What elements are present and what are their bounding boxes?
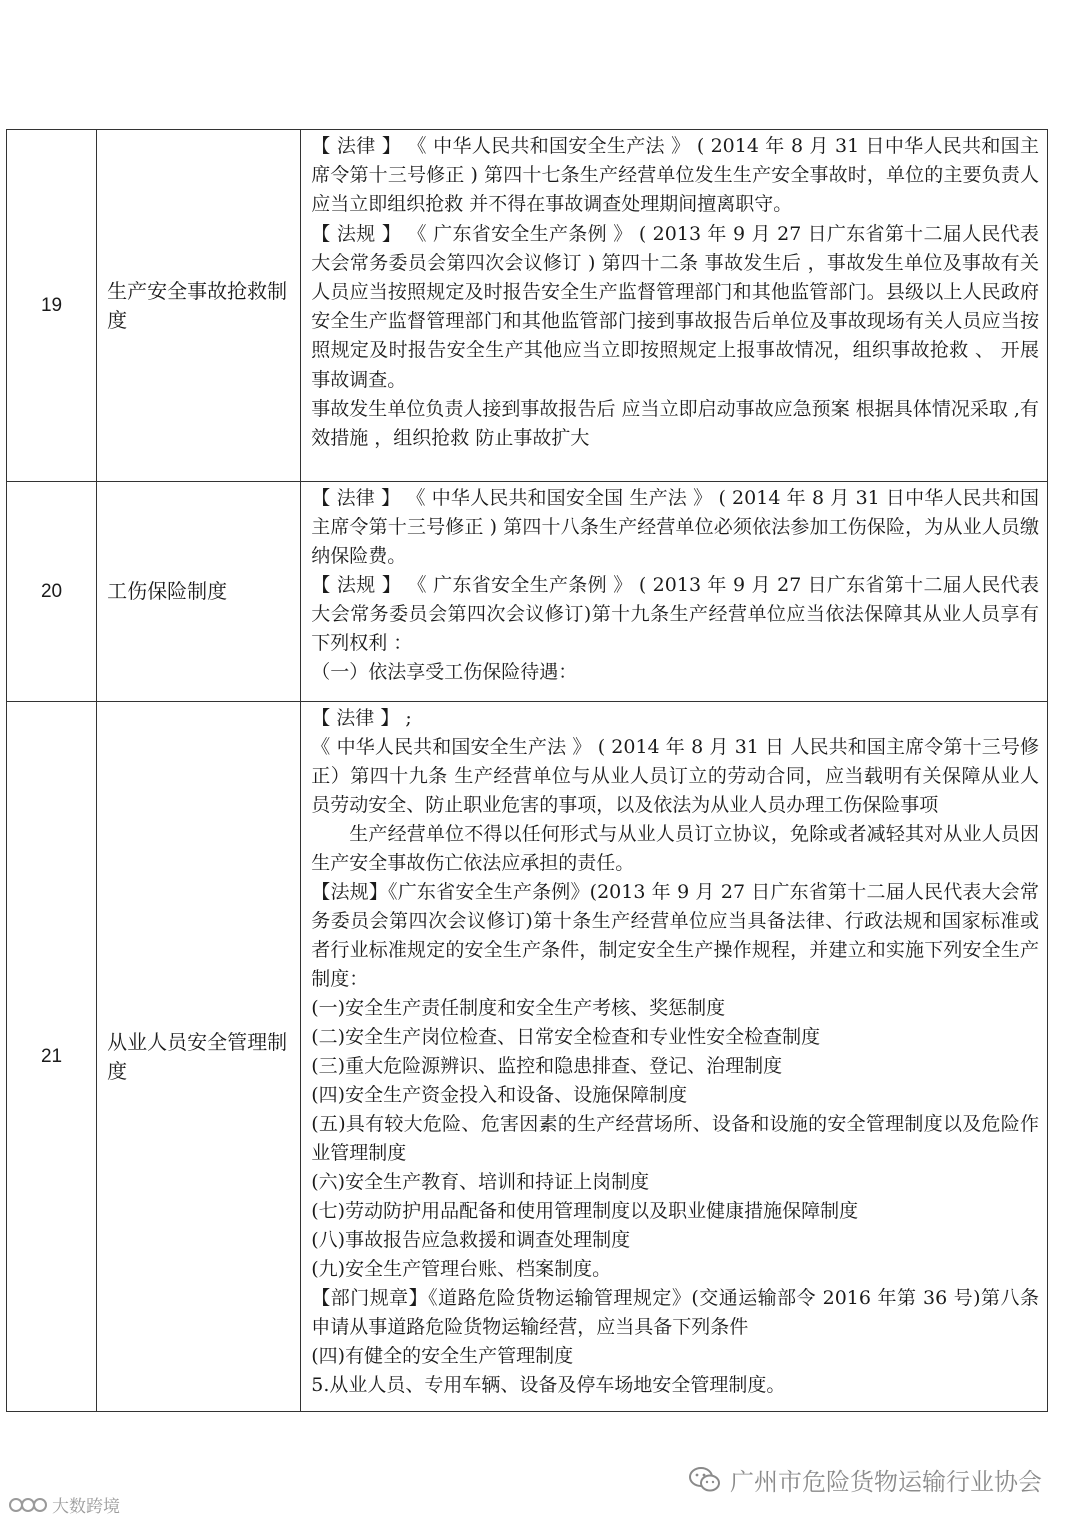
clause-paragraph: (三)重大危险源辨识、监控和隐患排查、登记、治理制度	[311, 1055, 783, 1077]
clause-paragraph: (一)安全生产责任制度和安全生产考核、奖惩制度	[311, 997, 726, 1019]
row-number: 20	[7, 482, 97, 702]
brand-watermark	[8, 1492, 120, 1517]
system-name: 生产安全事故抢救制度	[97, 130, 301, 482]
table-row	[7, 482, 1048, 702]
regulation-table	[6, 129, 1048, 1412]
clause-paragraph: （一）依法享受工伤保险待遇：	[311, 661, 578, 683]
clause-paragraph: (八)事故报告应急救援和调查处理制度	[311, 1229, 631, 1251]
clause-paragraph: (四)安全生产资金投入和设备、设施保障制度	[311, 1084, 688, 1106]
legal-basis	[301, 482, 1048, 702]
watermark-text: 大数跨境	[52, 1497, 120, 1517]
clause-paragraph: (四)有健全的安全生产管理制度	[311, 1345, 574, 1367]
clause-paragraph: 【 法律 】 ;	[311, 707, 412, 729]
system-name: 从业人员安全管理制度	[97, 702, 301, 1412]
table-row	[7, 702, 1048, 1412]
clause-paragraph: 【法规】《广东省安全生产条例》(2013 年 9 月 27 日广东省第十二届人民代表大会常务委员会第四次会议修订)第十条生产经营单位应当具备法律、行政法规和国家标准或者行业标准规定的安全生产条件，制定安全生产操作规程，并建立和实施下列安全生产制度：	[311, 881, 1039, 990]
brand-logo-icon	[8, 1494, 48, 1516]
watermark-text: 广州市危险货物运输行业协会	[730, 1468, 1042, 1496]
clause-paragraph: (七)劳动防护用品配备和使用管理制度以及职业健康措施保障制度	[311, 1200, 859, 1222]
clause-paragraph: (二)安全生产岗位检查、日常安全检查和专业性安全检查制度	[311, 1026, 821, 1048]
row-number: 21	[7, 702, 97, 1412]
system-name: 工伤保险制度	[97, 482, 301, 702]
legal-basis	[301, 130, 1048, 482]
wechat-watermark	[688, 1462, 1042, 1497]
clause-paragraph: 《 中华人民共和国安全生产法 》 ( 2014 年 8 月 31 日 人民共和国主席令第十三号修正）第四十九条 生产经营单位与从业人员订立的劳动合同，应当载明有关保障从业人员劳动安全、防止职业危害的事项，以及依法为从业人员办理工伤保险事项	[311, 736, 1039, 816]
table-row	[7, 130, 1048, 482]
row-number: 19	[7, 130, 97, 482]
legal-basis	[301, 702, 1048, 1412]
clause-paragraph: 【 法律 】 《 中华人民共和国安全生产法 》 ( 2014 年 8 月 31 日中华人民共和国主席令第十三号修正 ) 第四十七条生产经营单位发生生产安全事故时，单位的主要负责人应当立即组织抢救 并不得在事故调查处理期间擅离职守。	[311, 135, 1039, 216]
clause-paragraph: 【 法规 】 《 广东省安全生产条例 》 ( 2013 年 9 月 27 日广东省第十二届人民代表大会常务委员会第四次会议修订)第十九条生产经营单位应当依法保障其从业人员享有下列权利 ：	[311, 574, 1039, 654]
wechat-icon	[688, 1466, 722, 1494]
clause-paragraph: 【部门规章】《道路危险货物运输管理规定》(交通运输部令 2016 年第 36 号)第八条申请从事道路危险货物运输经营，应当具备下列条件	[311, 1287, 1039, 1338]
clause-paragraph: 5.从业人员、专用车辆、设备及停车场地安全管理制度。	[311, 1374, 786, 1396]
clause-paragraph: 生产经营单位不得以任何形式与从业人员订立协议，免除或者减轻其对从业人员因生产安全事故伤亡依法应承担的责任。	[311, 823, 1039, 874]
clause-paragraph: 【 法律 】 《 中华人民共和国安全国 生产法 》 ( 2014 年 8 月 31 日中华人民共和国主席令第十三号修正 ) 第四十八条生产经营单位必须依法参加工伤保险，为从业人员缴纳保险费。	[311, 487, 1039, 567]
clause-paragraph: 事故发生单位负责人接到事故报告后 应当立即启动事故应急预案 根据具体情况采取 ,有效措施 ，组织抢救 防止事故扩大	[311, 397, 1039, 450]
clause-paragraph: (五)具有较大危险、危害因素的生产经营场所、设备和设施的安全管理制度以及危险作业管理制度	[311, 1113, 1039, 1164]
clause-paragraph: (九)安全生产管理台账、档案制度。	[311, 1258, 612, 1280]
clause-paragraph: 【 法规 】 《 广东省安全生产条例 》 ( 2013 年 9 月 27 日广东省第十二届人民代表大会常务委员会第四次会议修订 ) 第四十二条 事故发生后 ，事故发生单位及事故有关人员应当按照规定及时报告安全生产监督管理部门和其他监管部门。县级以上人民政府安全生产监督管理部门和其他监管部门接到事故报告后单位及事故现场有关人员应当按照规定及时报告安全生产其他应当立即按照规定上报事故情况，组织事故抢救 、 开展事故调查。	[311, 222, 1039, 391]
clause-paragraph: (六)安全生产教育、培训和持证上岗制度	[311, 1171, 650, 1193]
